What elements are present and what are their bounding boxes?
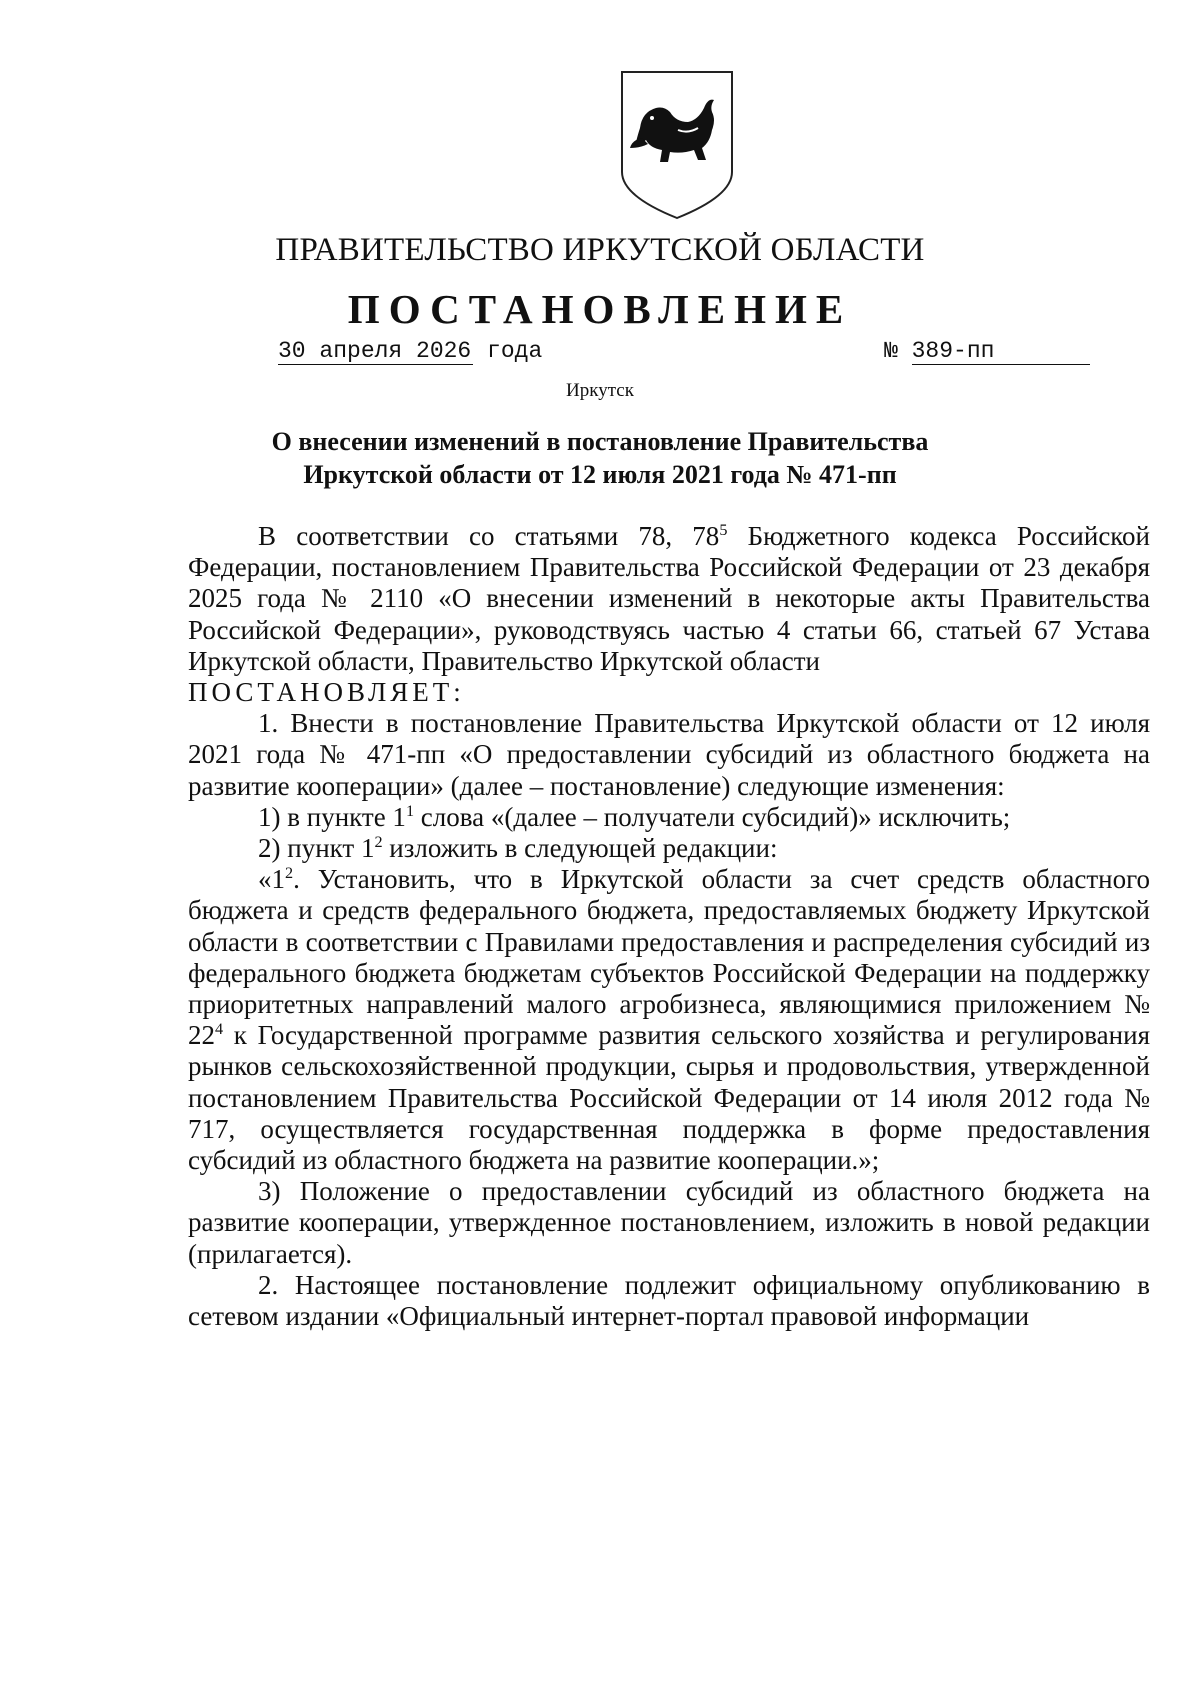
date-value: 30 апреля 2026 [278,338,472,364]
date-suffix: года [473,338,543,364]
quoted-paragraph [188,864,1150,1176]
text-run: слова «(далее – получатели субсидий)» исключить; [414,801,1011,832]
item-2: 2. Настоящее постановление подлежит официальному опубликованию в сетевом издании «Официальный интернет-портал правовой информации [188,1269,1150,1332]
government-name: ПРАВИТЕЛЬСТВО ИРКУТСКОЙ ОБЛАСТИ [275,232,925,268]
title-line-2: Иркутской области от 12 июля 2021 года № 471-пп [303,460,897,489]
item-1-1 [188,802,1150,833]
item-1-3: 3) Положение о предоставлении субсидий из областного бюджета на развитие кооперации, утвержденное постановлением, изложить в новой редакции (прилагается). [188,1176,1150,1269]
item-1-2 [188,833,1150,864]
city: Иркутск [566,380,634,401]
document-date [278,338,542,365]
superscript: 4 [215,1020,224,1039]
document-body [188,521,1150,1332]
coat-of-arms-icon [618,68,736,220]
text-run: изложить в следующей редакции: [382,833,778,864]
superscript: 5 [719,521,728,539]
document-type: ПОСТАНОВЛЕНИЕ [347,286,853,332]
text-run: В соответствии со статьями 78, 78 [258,521,720,551]
decree-word: ПОСТАНОВЛЯЕТ: [188,677,465,708]
text-run: . Установить, что в Иркутской области за счет средств областного бюджета и средств федерального бюджета, предоставляемых бюджету Иркутской области в соответствии с Правилами предоставления и распределения субсидий из федерального бюджета бюджетам субъектов Российской Федерации на поддержку приоритетных направлений малого агробизнеса, являющимися приложением № 22 [188,864,1150,1051]
document-number [884,338,1090,365]
title-line-1: О внесении изменений в постановление Правительства [271,427,929,456]
number-value: 389-пп [912,338,1090,365]
number-prefix: № [884,338,912,364]
superscript: 2 [374,833,383,852]
preamble-paragraph [188,521,1150,677]
text-run: «1 [258,864,285,895]
text-run: Бюджетного кодекса Российской Федерации, постановлением Правительства Российской Федерации от 23 декабря 2025 года № 2110 «О внесении изменений в некоторые акты Правительства Российской Федерации», руководствуясь частью 4 статьи 66, статьей 67 Устава Иркутской области, Правительство Иркутской области [188,521,1150,676]
text-run: 1) в пункте 1 [258,801,406,832]
text-run: 2) пункт 1 [258,833,375,864]
text-run: к Государственной программе развития сельского хозяйства и регулирования рынков сельскохозяйственной продукции, сырья и продовольствия, утвержденной постановлением Правительства Российской Федерации от 14 июля 2012 года № 717, осуществляется государственная поддержка в форме предоставления субсидий из областного бюджета на развитие кооперации.»; [188,1020,1150,1176]
document-title [0,425,1200,491]
item-1: 1. Внести в постановление Правительства Иркутской области от 12 июля 2021 года № 471-пп «О предоставлении субсидий из областного бюджета на развитие кооперации» (далее – постановление) следующие изменения: [188,708,1150,801]
superscript: 1 [405,801,415,820]
superscript: 2 [285,864,294,883]
